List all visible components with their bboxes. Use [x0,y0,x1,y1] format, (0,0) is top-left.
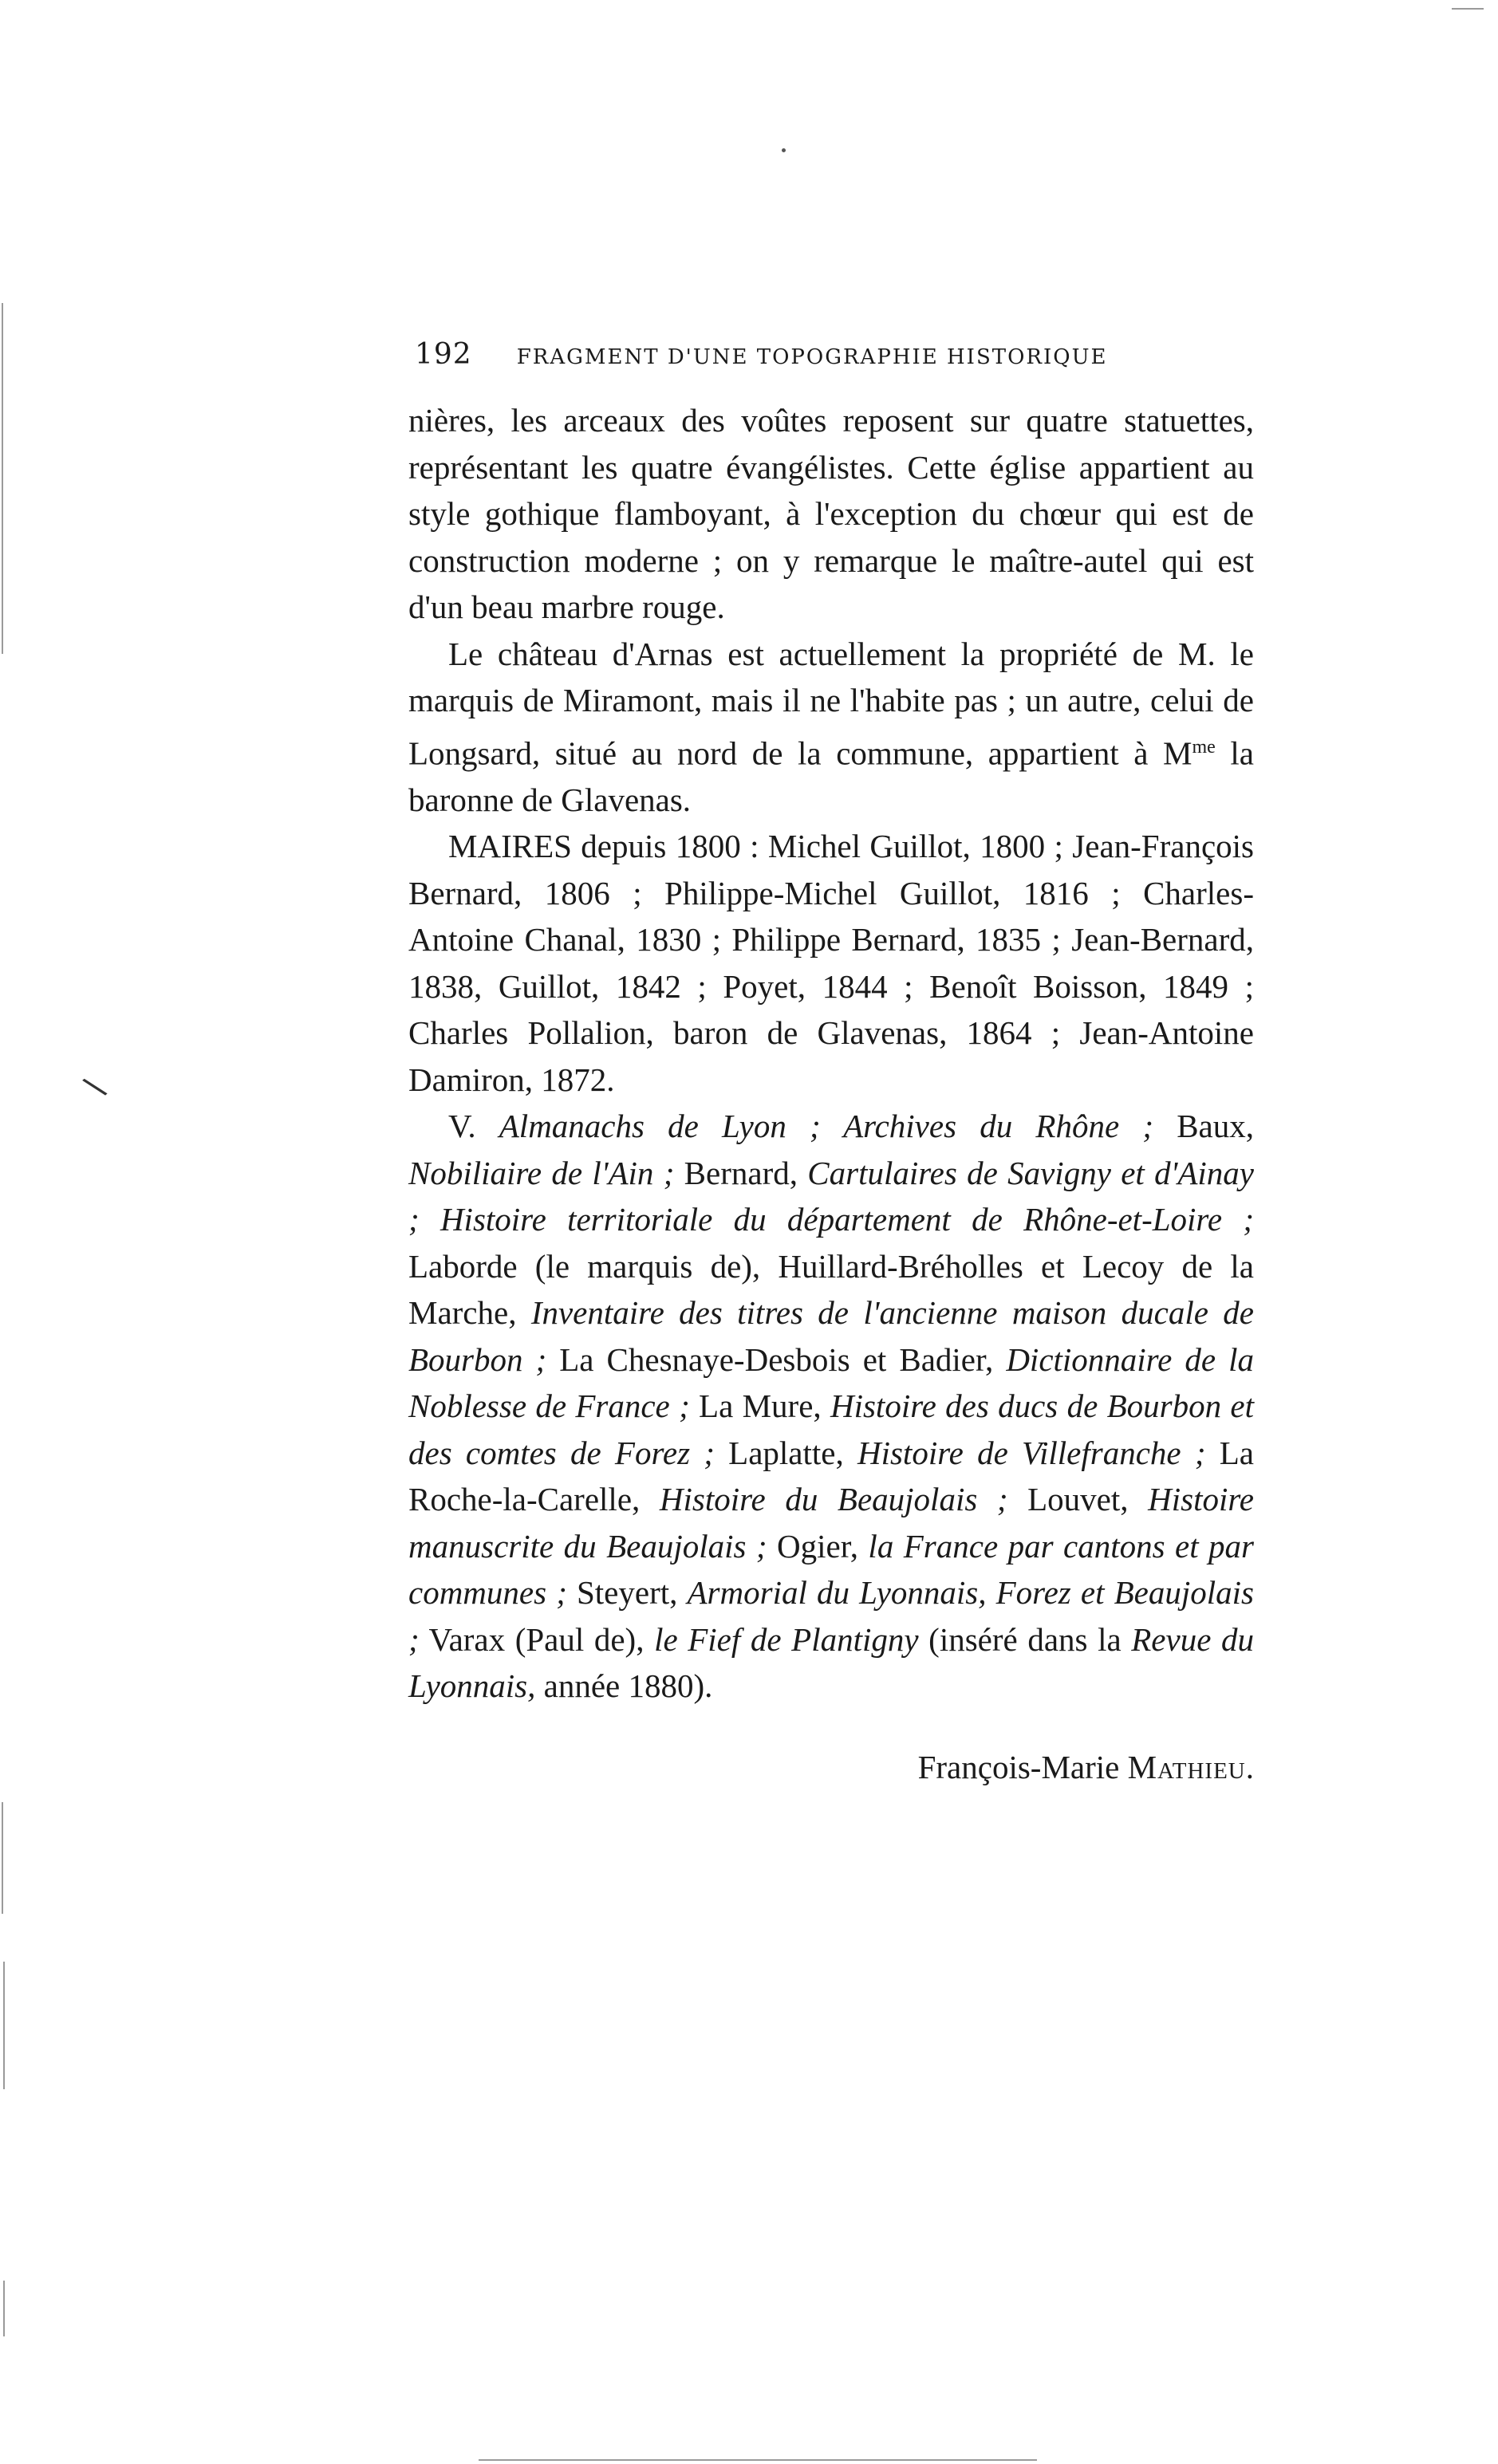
source-text: Bernard, [674,1154,808,1191]
scan-edge-mark [1452,8,1484,10]
source-title: Cartulaires de Savigny et d'Ainay ; Histoire territoriale du département de Rhône-et-Loire ; [408,1154,1254,1238]
source-text: V. [448,1108,499,1145]
paragraph-church: nières, les arceaux des voûtes reposent sur quatre statuettes, représentant les quatre évangélistes. Cette église appartient au style gothique flamboyant, à l'exception du chœur qui est de construction moderne ; on y remarque le maître-autel qui est d'un beau marbre rouge. [408,402,1254,625]
author-signature [918,1748,1255,1786]
paragraph-sources [408,1103,1254,1710]
source-text: année 1880). [535,1667,713,1705]
source-title: Dictionnaire de la Noblesse de France ; [408,1340,1254,1425]
source-title: Revue du Lyonnais, [408,1620,1254,1705]
author-surname: Mathieu. [1127,1749,1255,1785]
source-title: Nobiliaire de l'Ain ; [408,1154,675,1191]
paragraph-mayors: MAIRES depuis 1800 : Michel Guillot, 1800 ; Jean-François Bernard, 1806 ; Philippe-Michel Guillot, 1816 ; Charles-Antoine Chanal, 1830 ; Philippe Bernard, 1835 ; Jean-Bernard, 1838, Guillot, 1842 ; Poyet, 1844 ; Benoît Boisson, 1849 ; Charles Pollalion, baron de Glavenas, 1864 ; Jean-Antoine Damiron, 1872. [408,828,1254,1098]
source-text: Ogier, [767,1527,869,1565]
scan-edge-mark [2,1802,3,1914]
scan-bottom-mark [479,2459,1037,2461]
source-text: La Chesnaye-Desbois et Badier, [546,1340,1007,1378]
scan-stray-mark: \ [78,1069,111,1104]
source-title: Armorial du Lyonnais, Forez et Beaujolais ; [408,1574,1254,1658]
source-text: Laplatte, [714,1434,857,1471]
source-text: Laborde (le marquis de), Huillard-Bréholles et Lecoy de la Marche, [408,1247,1254,1332]
source-title: Histoire du Beaujolais ; [659,1481,1008,1518]
paragraph-chateau [408,631,1254,824]
source-title: le Fief de Plantigny [654,1620,919,1658]
page-header [415,338,1212,386]
chateau-text-b: la baronne de Glavenas. [408,734,1254,818]
source-text: Steyert, [566,1574,688,1612]
chateau-text-a: Le château d'Arnas est actuellement la propriété de M. le marquis de Miramont, mais il ne l'habite pas ; un autre, celui de Longsard, situé au nord de la commune, appartient à M [408,635,1254,772]
source-title: Histoire manuscrite du Beaujolais ; [408,1481,1254,1565]
scan-edge-mark [3,2281,5,2336]
source-title: Inventaire des titres de l'ancienne maison ducale de Bourbon ; [408,1294,1254,1378]
source-text: La Roche-la-Carelle, [408,1434,1254,1518]
source-title: Almanachs de Lyon ; Archives du Rhône ; [499,1108,1154,1145]
scan-edge-mark [3,1962,5,2089]
scan-edge-mark [2,303,3,654]
author-given-name: François-Marie [917,1749,1128,1785]
source-title: la France par cantons et par communes ; [408,1527,1254,1612]
page-number: 192 [415,338,472,371]
source-title: Histoire des ducs de Bourbon et des comtes de Forez ; [408,1387,1254,1471]
chateau-superscript: me [1192,736,1216,758]
body-text [408,397,1254,1710]
running-title: FRAGMENT D'UNE TOPOGRAPHIE HISTORIQUE [516,345,1108,369]
source-text: La Mure, [689,1387,830,1425]
source-text: (inséré dans la [918,1620,1132,1658]
source-text: Louvet, [1007,1481,1149,1518]
source-text: Baux, [1153,1108,1255,1145]
scan-speck [782,148,786,152]
source-text: Varax (Paul de), [419,1620,655,1658]
source-title: Histoire de Villefranche ; [857,1434,1206,1471]
